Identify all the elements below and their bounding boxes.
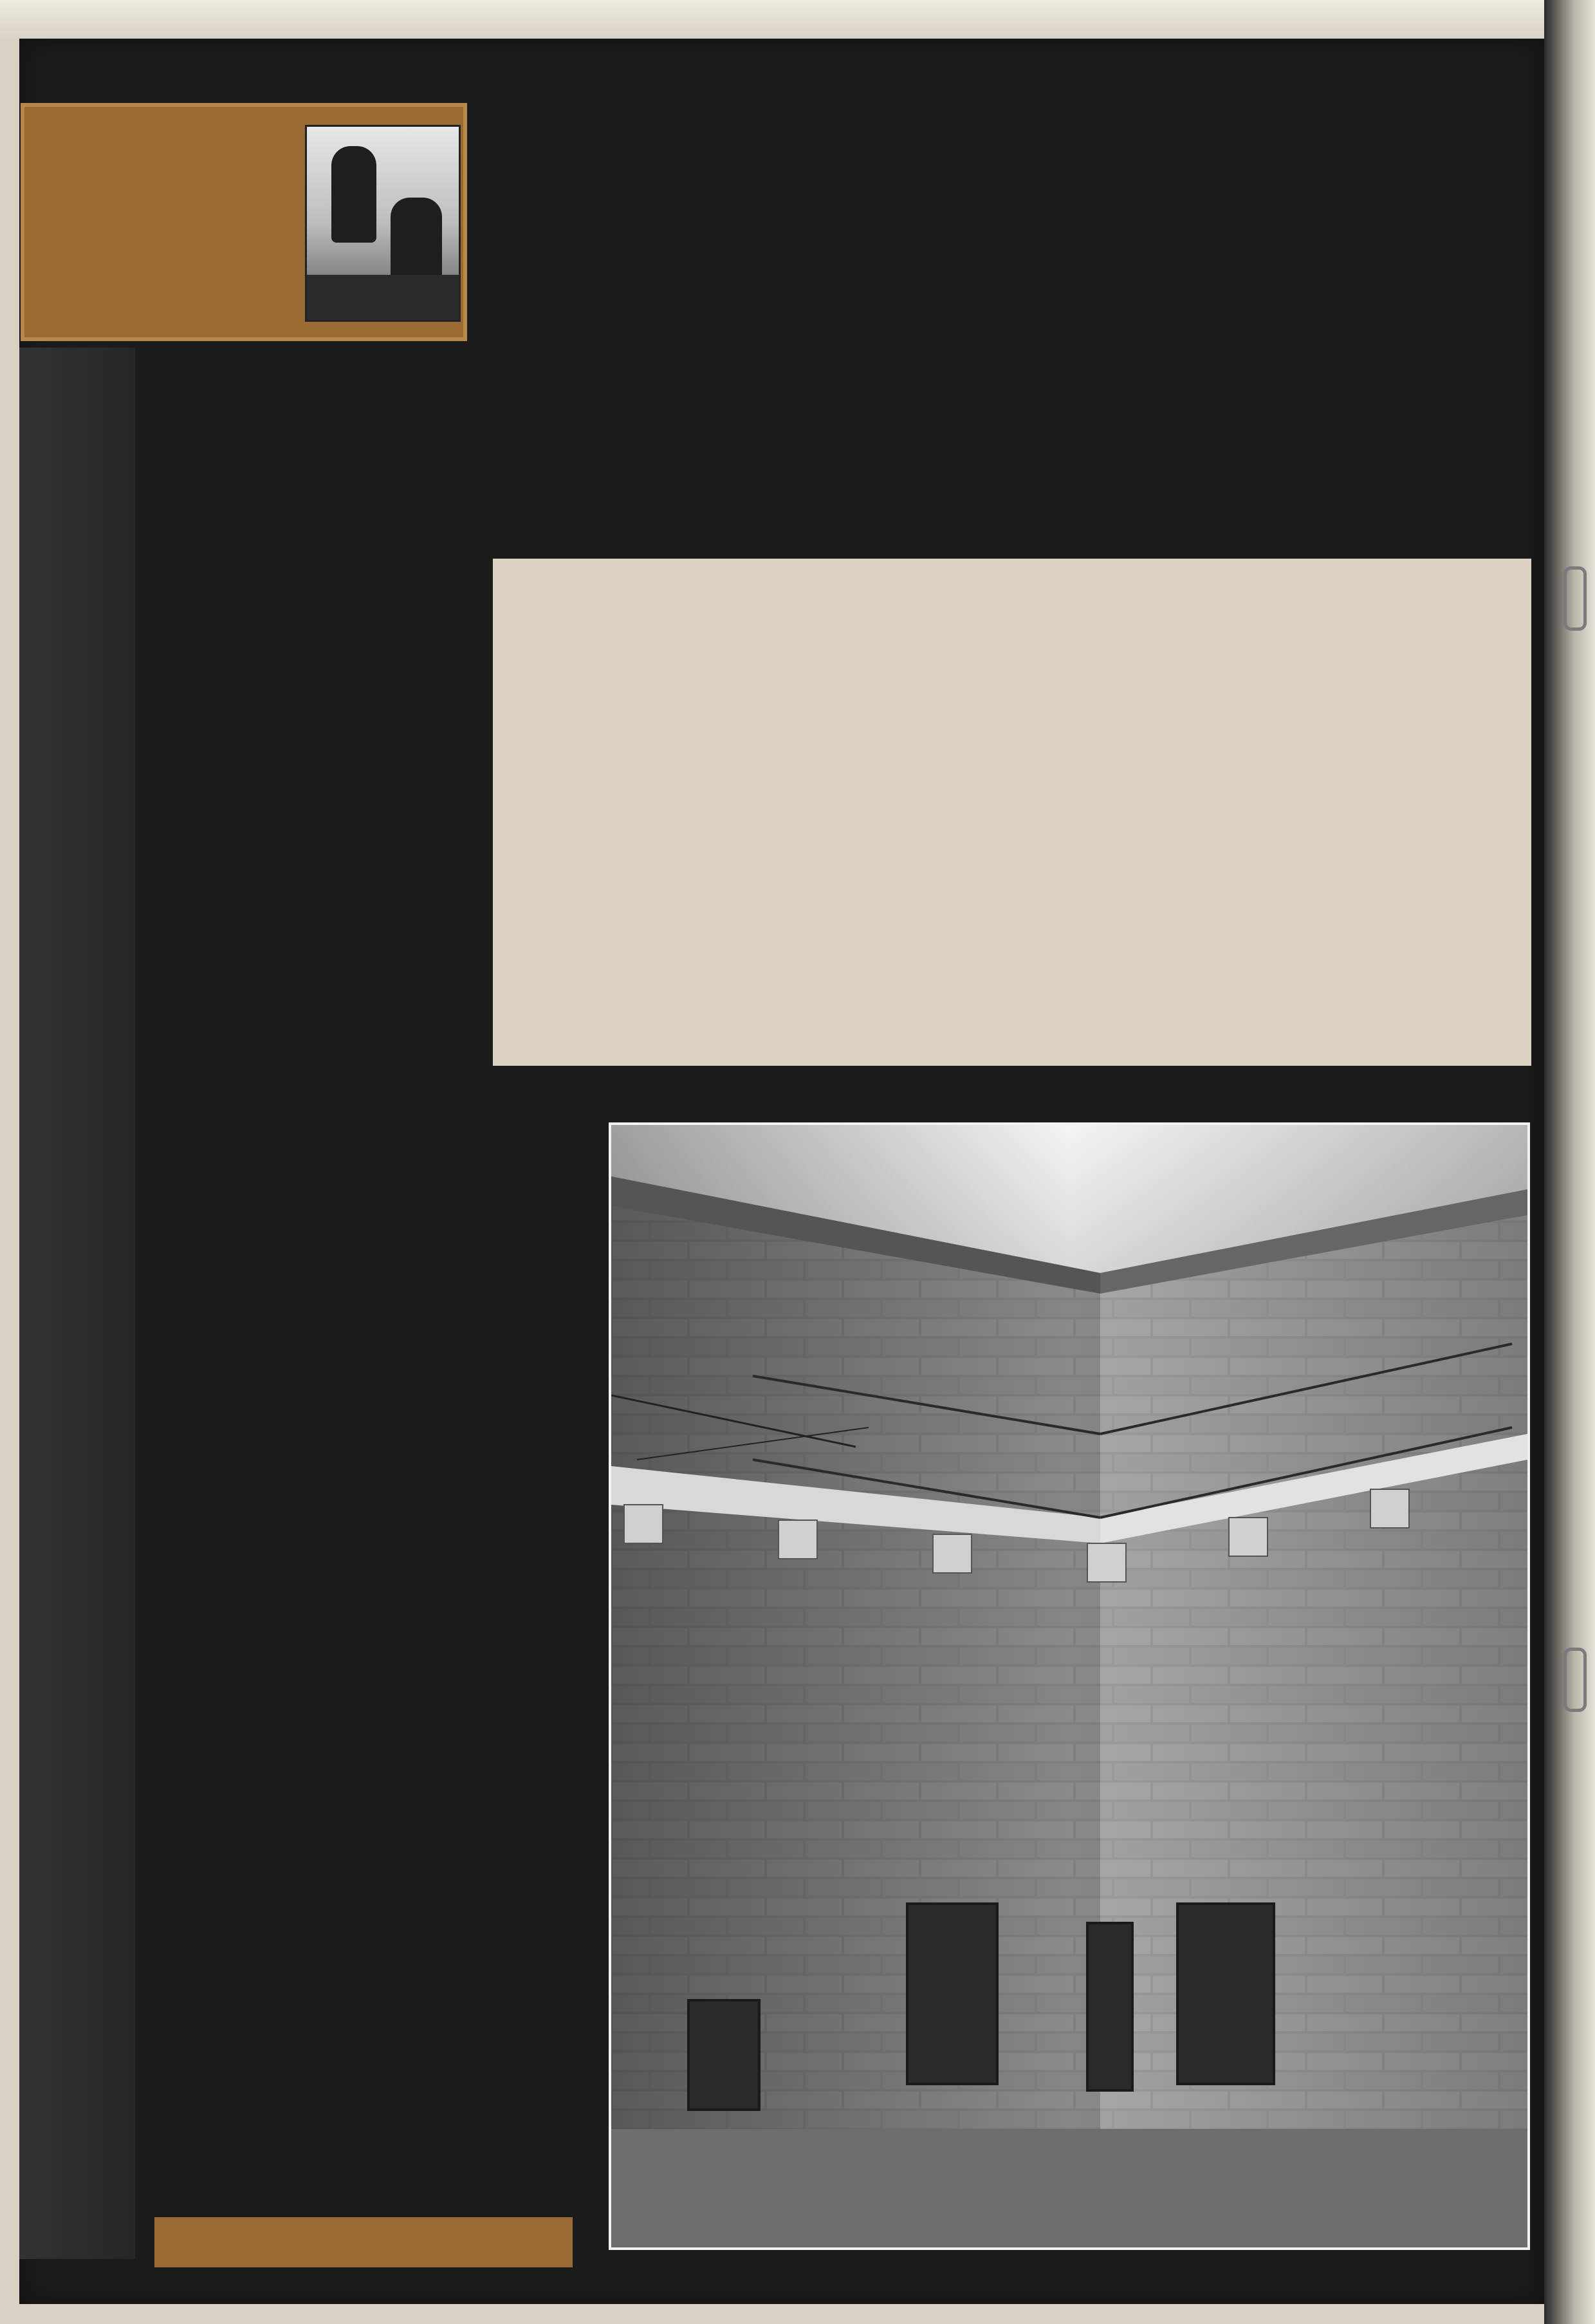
- courtyard-illustration: [611, 1125, 1527, 2247]
- page-footer: [154, 2217, 573, 2267]
- binding-clip-bottom: [1563, 1648, 1587, 1712]
- intro-box: [493, 559, 1531, 1066]
- magazine-page: [19, 39, 1544, 2304]
- rubric-photo-ground: [307, 275, 459, 320]
- paper-top-edge: [0, 0, 1595, 40]
- article-column: [154, 595, 486, 615]
- statue-head-left: [331, 146, 376, 243]
- decorative-word-strip: [19, 348, 135, 2259]
- castle-courtyard-photo: [609, 1122, 1530, 2250]
- paper-right-edge: [1544, 0, 1595, 2324]
- courtyard-ground: [611, 2129, 1527, 2247]
- rubric-statues-image: [305, 125, 461, 322]
- rubric-box: [21, 103, 467, 341]
- binding-clip-top: [1563, 566, 1587, 631]
